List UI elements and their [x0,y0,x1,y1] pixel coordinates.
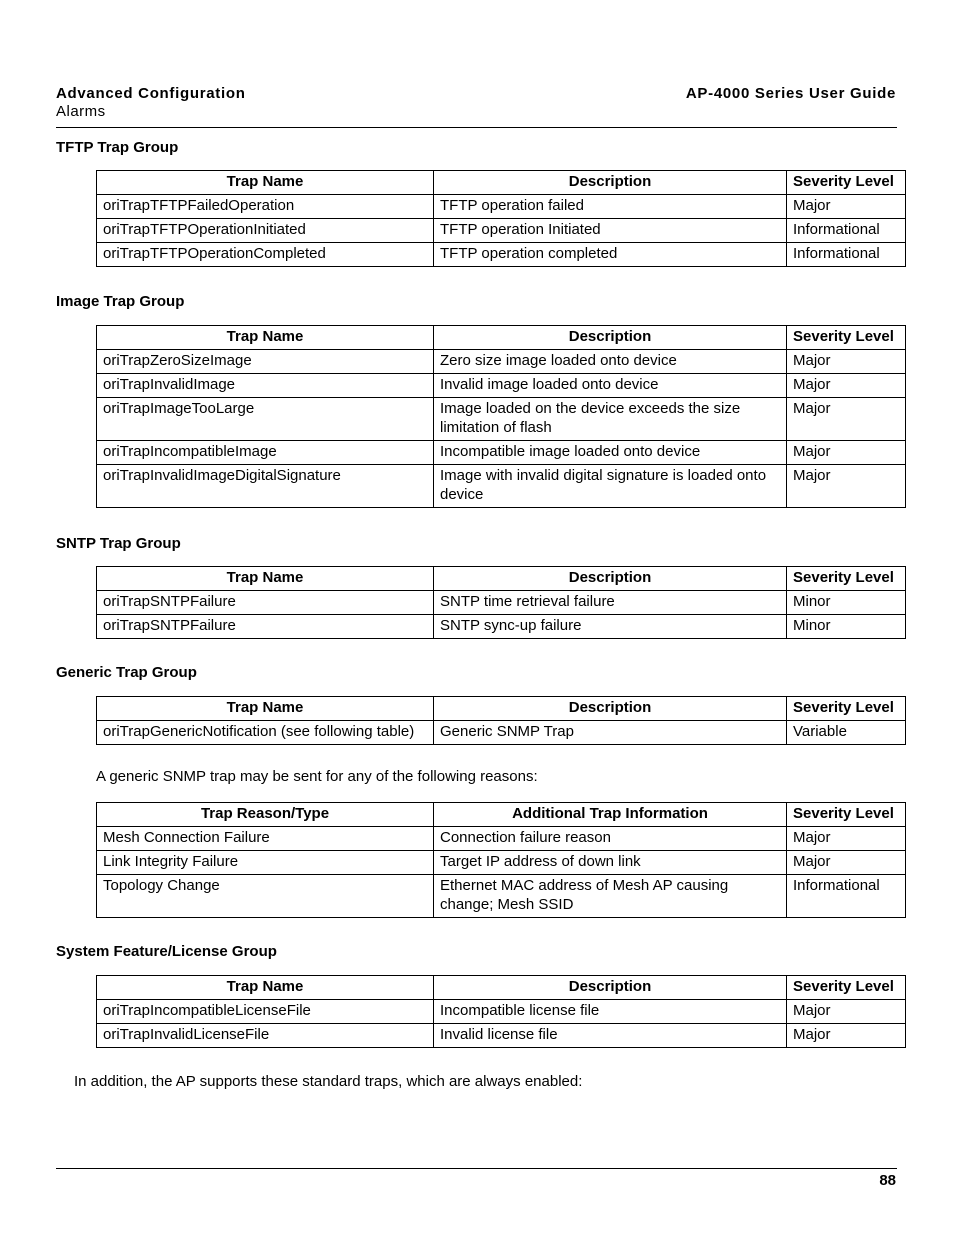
chapter-title: Advanced Configuration [56,85,246,102]
trap-name-cell: oriTrapTFTPOperationCompleted [97,243,434,267]
trap-name-cell: oriTrapInvalidLicenseFile [97,1024,434,1048]
description-cell: Invalid image loaded onto device [434,374,787,398]
running-header-left [56,85,246,121]
description-cell: Generic SNMP Trap [434,721,787,745]
column-header: Description [434,697,787,721]
section-title-generic: Generic Trap Group [56,664,197,681]
info-cell: Connection failure reason [434,827,787,851]
section-title-image: Image Trap Group [56,293,185,310]
column-header: Trap Name [97,567,434,591]
reason-cell: Mesh Connection Failure [97,827,434,851]
reason-cell: Topology Change [97,875,434,918]
severity-cell: Major [787,851,906,875]
severity-cell: Minor [787,591,906,615]
table-row [97,398,906,441]
column-header: Severity Level [787,803,906,827]
table-row [97,615,906,639]
column-header: Additional Trap Information [434,803,787,827]
column-header: Severity Level [787,567,906,591]
column-header: Severity Level [787,326,906,350]
table-row [97,465,906,508]
severity-cell: Major [787,465,906,508]
column-header: Trap Name [97,976,434,1000]
table-header-row [97,803,906,827]
column-header: Description [434,567,787,591]
description-cell: Image with invalid digital signature is loaded onto device [434,465,787,508]
trap-name-cell: oriTrapZeroSizeImage [97,350,434,374]
table-header-row [97,567,906,591]
table-row [97,875,906,918]
trap-name-cell: oriTrapIncompatibleImage [97,441,434,465]
info-cell: Ethernet MAC address of Mesh AP causing change; Mesh SSID [434,875,787,918]
guide-title: AP-4000 Series User Guide [685,85,896,102]
table-row [97,441,906,465]
description-cell: Image loaded on the device exceeds the size limitation of flash [434,398,787,441]
trap-name-cell: oriTrapInvalidImage [97,374,434,398]
table-row [97,1000,906,1024]
description-cell: TFTP operation failed [434,195,787,219]
severity-cell: Major [787,195,906,219]
trap-name-cell: oriTrapTFTPFailedOperation [97,195,434,219]
header-rule [56,127,897,128]
section-title-sntp: SNTP Trap Group [56,535,181,552]
table-row [97,1024,906,1048]
table-header-row [97,326,906,350]
table-header-row [97,697,906,721]
severity-cell: Major [787,827,906,851]
column-header: Severity Level [787,976,906,1000]
severity-cell: Major [787,1000,906,1024]
column-header: Trap Name [97,697,434,721]
section-title-tftp: TFTP Trap Group [56,139,179,156]
column-header: Description [434,976,787,1000]
table-row [97,243,906,267]
sntp-trap-table [96,566,906,639]
severity-cell: Informational [787,219,906,243]
severity-cell: Major [787,398,906,441]
severity-cell: Major [787,1024,906,1048]
column-header: Trap Name [97,326,434,350]
license-trap-table [96,975,906,1048]
description-cell: SNTP sync-up failure [434,615,787,639]
description-cell: TFTP operation completed [434,243,787,267]
description-cell: SNTP time retrieval failure [434,591,787,615]
table-row [97,350,906,374]
column-header: Severity Level [787,171,906,195]
table-row [97,219,906,243]
description-cell: Incompatible license file [434,1000,787,1024]
severity-cell: Major [787,350,906,374]
severity-cell: Informational [787,875,906,918]
trap-name-cell: oriTrapSNTPFailure [97,615,434,639]
table-row [97,721,906,745]
description-cell: Invalid license file [434,1024,787,1048]
standard-traps-intro: In addition, the AP supports these standard traps, which are always enabled: [74,1073,583,1090]
table-header-row [97,171,906,195]
column-header: Severity Level [787,697,906,721]
trap-name-cell: oriTrapInvalidImageDigitalSignature [97,465,434,508]
severity-cell: Major [787,374,906,398]
trap-name-cell: oriTrapImageTooLarge [97,398,434,441]
severity-cell: Minor [787,615,906,639]
severity-cell: Variable [787,721,906,745]
section-subtitle: Alarms [56,103,106,120]
image-trap-table [96,325,906,508]
description-cell: TFTP operation Initiated [434,219,787,243]
generic-trap-table [96,696,906,745]
column-header: Description [434,171,787,195]
footer-rule [56,1168,897,1169]
table-row [97,827,906,851]
column-header: Trap Reason/Type [97,803,434,827]
description-cell: Incompatible image loaded onto device [434,441,787,465]
column-header: Trap Name [97,171,434,195]
table-row [97,195,906,219]
severity-cell: Major [787,441,906,465]
info-cell: Target IP address of down link [434,851,787,875]
column-header: Description [434,326,787,350]
trap-name-cell: oriTrapSNTPFailure [97,591,434,615]
reason-cell: Link Integrity Failure [97,851,434,875]
table-row [97,851,906,875]
table-row [97,374,906,398]
severity-cell: Informational [787,243,906,267]
generic-reasons-table [96,802,906,918]
table-header-row [97,976,906,1000]
trap-name-cell: oriTrapGenericNotification (see following table) [97,721,434,745]
generic-reasons-intro: A generic SNMP trap may be sent for any of the following reasons: [96,768,538,785]
trap-name-cell: oriTrapTFTPOperationInitiated [97,219,434,243]
trap-name-cell: oriTrapIncompatibleLicenseFile [97,1000,434,1024]
page-number: 88 [879,1172,896,1189]
table-row [97,591,906,615]
tftp-trap-table [96,170,906,267]
description-cell: Zero size image loaded onto device [434,350,787,374]
section-title-license: System Feature/License Group [56,943,277,960]
